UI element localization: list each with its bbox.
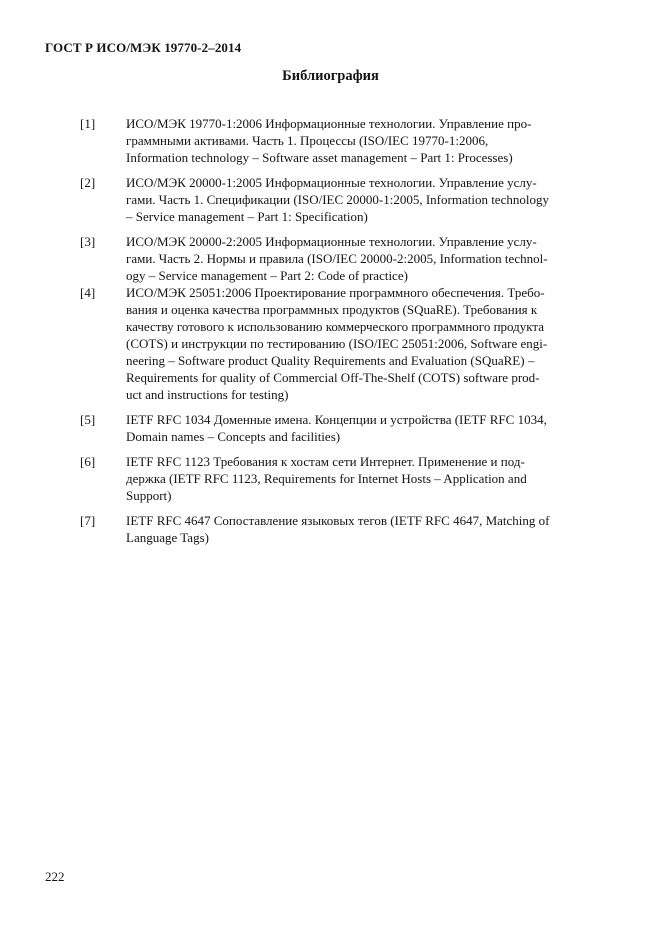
entry-line: IETF RFC 1123 Требования к хостам сети Интернет. Применение и под- — [126, 454, 525, 469]
bibliography-entry — [80, 115, 600, 166]
bibliography-entry-number: [3] — [80, 234, 96, 249]
bibliography-entry-text — [126, 453, 600, 504]
bibliography-entry-text — [126, 411, 600, 445]
bibliography-entry-number: [4] — [80, 285, 96, 300]
entry-line: ogy – Service management – Part 2: Code of practice) — [126, 268, 408, 283]
entry-line: ИСО/МЭК 20000-1:2005 Информационные технологии. Управление услу- — [126, 175, 537, 190]
bibliography-entry — [80, 233, 600, 284]
entry-line: ИСО/МЭК 25051:2006 Проектирование программного обеспечения. Требо- — [126, 285, 545, 300]
bibliography-entry — [80, 512, 600, 546]
entry-line: Requirements for quality of Commercial Off-The-Shelf (COTS) software prod- — [126, 370, 540, 385]
bibliography-entry-number: [6] — [80, 454, 96, 469]
bibliography-entry — [80, 453, 600, 504]
entry-line: Information technology – Software asset management – Part 1: Processes) — [126, 150, 513, 165]
bibliography-entry-text — [126, 512, 600, 546]
entry-line: вания и оценка качества программных продуктов (SQuaRE). Требования к — [126, 302, 538, 317]
entry-line: гами. Часть 1. Спецификации (ISO/IEC 20000-1:2005, Information technology — [126, 192, 549, 207]
bibliography-entry-text — [126, 233, 600, 284]
bibliography-entry-number: [5] — [80, 412, 96, 427]
entry-line: IETF RFC 4647 Сопоставление языковых тегов (IETF RFC 4647, Matching of — [126, 513, 550, 528]
entry-line: neering – Software product Quality Requirements and Evaluation (SQuaRE) – — [126, 353, 535, 368]
bibliography-entry — [80, 284, 600, 403]
bibliography-entry-text — [126, 174, 600, 225]
entry-line: Support) — [126, 488, 172, 503]
entry-line: держка (IETF RFC 1123, Requirements for Internet Hosts – Application and — [126, 471, 527, 486]
entry-line: граммными активами. Часть 1. Процессы (ISO/IEC 19770-1:2006, — [126, 133, 489, 148]
entry-line: (COTS) и инструкции по тестированию (ISO/IEC 25051:2006, Software engi- — [126, 336, 548, 351]
entry-line: гами. Часть 2. Нормы и правила (ISO/IEC 20000-2:2005, Information technol- — [126, 251, 548, 266]
bibliography-entry — [80, 174, 600, 225]
bibliography-entry-number: [2] — [80, 175, 96, 190]
bibliography-list — [80, 115, 600, 546]
bibliography-entry-number: [7] — [80, 513, 96, 528]
entry-line: ИСО/МЭК 19770-1:2006 Информационные технологии. Управление про- — [126, 116, 532, 131]
bibliography-entry-number: [1] — [80, 116, 96, 131]
entry-line: ИСО/МЭК 20000-2:2005 Информационные технологии. Управление услу- — [126, 234, 537, 249]
entry-line: Domain names – Concepts and facilities) — [126, 429, 341, 444]
bibliography-entry — [80, 411, 600, 445]
bibliography-entry-text — [126, 115, 600, 166]
page-title: Библиография — [282, 68, 379, 84]
entry-line: IETF RFC 1034 Доменные имена. Концепции и устройства (IETF RFC 1034, — [126, 412, 547, 427]
document-header-standard-code: ГОСТ Р ИСО/МЭК 19770-2–2014 — [45, 40, 242, 55]
bibliography-entry-text — [126, 284, 600, 403]
entry-line: uct and instructions for testing) — [126, 387, 289, 402]
entry-line: качеству готового к использованию коммерческого программного продукта — [126, 319, 545, 334]
page-number: 222 — [45, 869, 65, 884]
entry-line: Language Tags) — [126, 530, 209, 545]
entry-line: – Service management – Part 1: Specification) — [126, 209, 368, 224]
